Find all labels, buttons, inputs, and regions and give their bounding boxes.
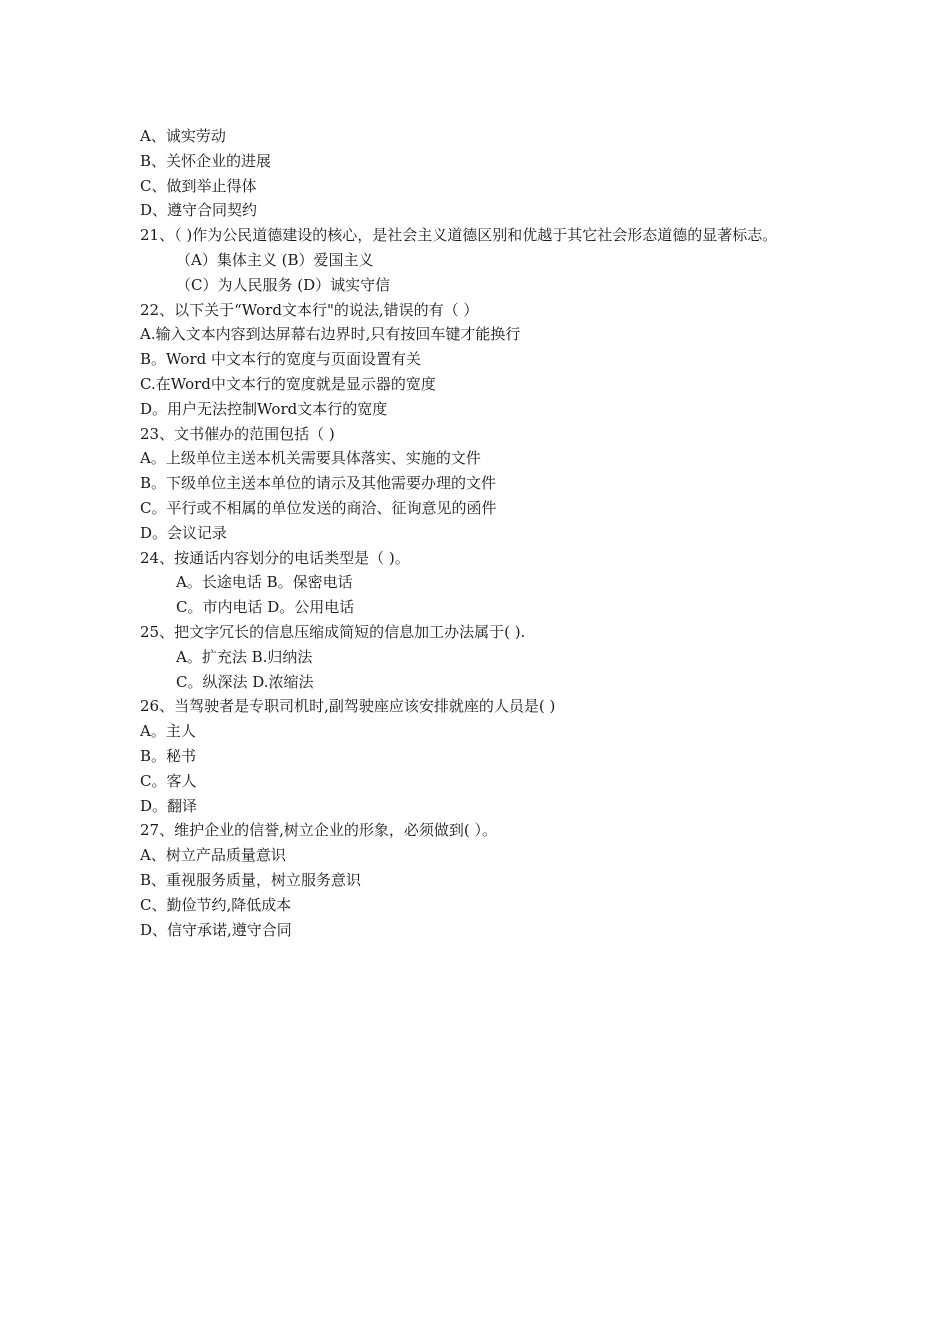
question-24: 24、按通话内容划分的电话类型是（ )。 [140, 548, 410, 567]
option-line: C、做到举止得体 [140, 176, 257, 195]
question-26: 26、当驾驶者是专职司机时,副驾驶座应该安排就座的人员是( ) [140, 697, 556, 716]
option-line: B。Word 中文本行的宽度与页面设置有关 [140, 350, 421, 369]
question-27: 27、维护企业的信誉,树立企业的形象，必须做到( ）。 [140, 821, 497, 840]
option-line: （C）为人民服务 (D）诚实守信 [176, 275, 391, 294]
option-line: A。长途电话 B。保密电话 [176, 573, 353, 592]
option-line: A。扩充法 B.归纳法 [176, 647, 313, 666]
option-line: D、遵守合同契约 [140, 201, 258, 220]
option-line: C。纵深法 D.浓缩法 [176, 672, 314, 691]
option-line: C。平行或不相属的单位发送的商洽、征询意见的函件 [140, 498, 497, 517]
option-line: B。秘书 [140, 746, 197, 765]
option-line: C。客人 [140, 771, 197, 790]
option-line: D。翻译 [140, 796, 198, 815]
option-line: D。会议记录 [140, 523, 228, 542]
option-line: A、诚实劳动 [140, 127, 226, 145]
option-line: A。上级单位主送本机关需要具体落实、实施的文件 [140, 449, 481, 468]
option-line: B、关怀企业的进展 [140, 151, 272, 170]
option-line: A、树立产品质量意识 [140, 846, 286, 865]
option-line: D。用户无法控制Word文本行的宽度 [140, 399, 388, 418]
question-21: 21、（ )作为公民道德建设的核心，是社会主义道德区别和优越于其它社会形态道德的显著标志。 [140, 226, 778, 245]
option-line: C。市内电话 D。公用电话 [176, 598, 355, 617]
option-line: D、信守承诺,遵守合同 [140, 920, 292, 939]
option-line: B。下级单位主送本单位的请示及其他需要办理的文件 [140, 474, 497, 493]
question-22: 22、以下关于“Word文本行"的说法,错误的有（ ） [140, 300, 479, 319]
option-line: A。主人 [140, 722, 196, 741]
question-25: 25、把文字冗长的信息压缩成简短的信息加工办法属于( ). [140, 622, 526, 641]
option-line: C.在Word中文本行的宽度就是显示器的宽度 [140, 374, 436, 393]
question-23: 23、文书催办的范围包括（ ) [140, 424, 335, 443]
document-body [140, 124, 820, 942]
option-line: B、重视服务质量，树立服务意识 [140, 870, 362, 889]
option-line: A.输入文本内容到达屏幕右边界时,只有按回车键才能换行 [140, 325, 521, 344]
option-line: C、勤俭节约,降低成本 [140, 895, 292, 914]
option-line: （A）集体主义 (B）爱国主义 [176, 250, 374, 269]
